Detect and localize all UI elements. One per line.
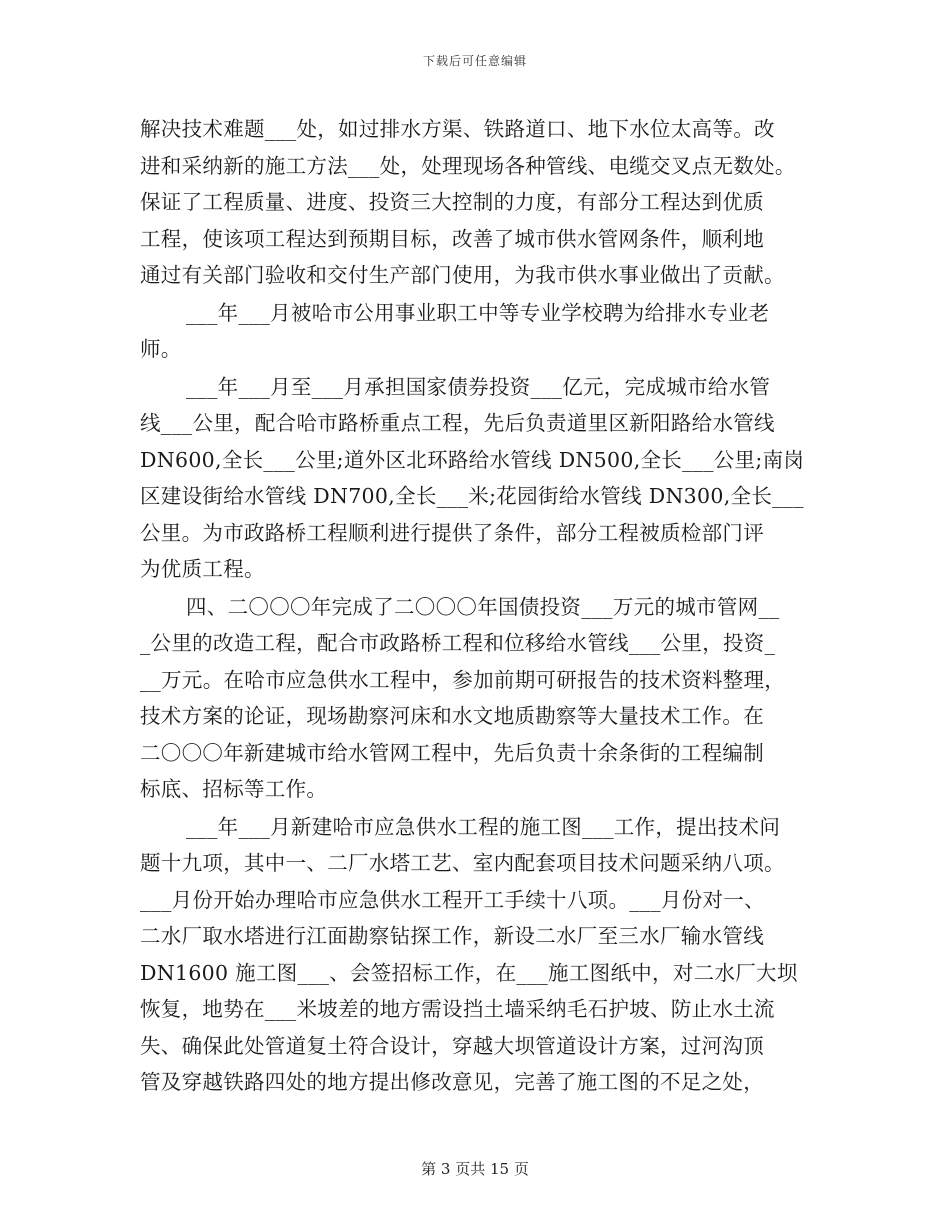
text-line: 通过有关部门验收和交付生产部门使用，为我市供水事业做出了贡献。 [140, 263, 785, 287]
paragraph [140, 809, 820, 1101]
text-line: 线___公里，配合哈市路桥重点工程，先后负责道里区新阳路给水管线 [140, 411, 775, 435]
text-line: ___年___月至___月承担国家债券投资___亿元，完成城市给水管 [186, 374, 771, 399]
document-body [140, 111, 820, 1101]
text-line: 区建设街给水管线 DN700,全长___米;花园街给水管线 DN300,全长___ [140, 484, 804, 508]
page-footer: 第 3 页共 15 页 [421, 1160, 529, 1178]
text-line: 失、确保此处管道复土符合设计，穿越大坝管道设计方案，过河沟顶 [140, 1033, 764, 1058]
text-line: DN1600 施工图___、会签招标工作，在___施工图纸中，对二水厂大坝 [140, 960, 798, 985]
paragraph [140, 369, 820, 588]
text-line: ___年___月被哈市公用事业职工中等专业学校聘为给排水专业老 [186, 300, 770, 325]
text-line: __万元。在哈市应急供水工程中，参加前期可研报告的技术资料整理， [140, 667, 786, 692]
text-line: 为优质工程。 [140, 557, 265, 581]
text-line: 标底、招标等工作。 [140, 777, 328, 801]
text-line: 工程，使该项工程达到预期目标，改善了城市供水管网条件，顺利地 [140, 226, 764, 251]
text-line: 师。 [140, 337, 182, 361]
paragraph [140, 589, 820, 808]
text-line: 恢复，地势在___米坡差的地方需设挡土墙采纳毛石护坡、防止水土流 [140, 997, 775, 1021]
text-line: 题十九项，其中一、二厂水塔工艺、室内配套项目技术问题采纳八项。 [140, 851, 785, 875]
text-line: 二水厂取水塔进行江面勘察钻探工作，新设二水厂至三水厂输水管线 [140, 924, 764, 948]
text-line: 公里。为市政路桥工程顺利进行提供了条件，部分工程被质检部门评 [140, 520, 764, 545]
page-header: 下载后可任意编辑 [422, 54, 527, 68]
text-line: _公里的改造工程，配合市政路桥工程和位移给水管线___公里，投资_ [140, 631, 776, 655]
text-line: 管及穿越铁路四处的地方提出修改意见，完善了施工图的不足之处， [140, 1070, 764, 1094]
text-line: 解决技术难题___处，如过排水方渠、铁路道口、地下水位太高等。改 [140, 117, 775, 141]
text-line: DN600,全长___公里;道外区北环路给水管线 DN500,全长___公里;南岗 [140, 447, 805, 472]
text-line: 保证了工程质量、进度、投资三大控制的力度，有部分工程达到优质 [140, 190, 764, 214]
text-line: 技术方案的论证，现场勘察河床和水文地质勘察等大量技术工作。在 [140, 704, 764, 728]
text-line: ___月份开始办理哈市应急供水工程开工手续十八项。___月份对一、 [140, 887, 765, 912]
text-line: 进和采纳新的施工方法___处，处理现场各种管线、电缆交叉点无数处。 [140, 153, 796, 178]
paragraph [140, 111, 820, 294]
text-line: 四、二〇〇〇年完成了二〇〇〇年国债投资___万元的城市管网__ [186, 594, 780, 619]
text-line: ___年___月新建哈市应急供水工程的施工图___工作，提出技术问 [186, 814, 781, 839]
paragraph [140, 295, 820, 368]
text-line: 二〇〇〇年新建城市给水管网工程中，先后负责十余条街的工程编制 [140, 740, 764, 765]
